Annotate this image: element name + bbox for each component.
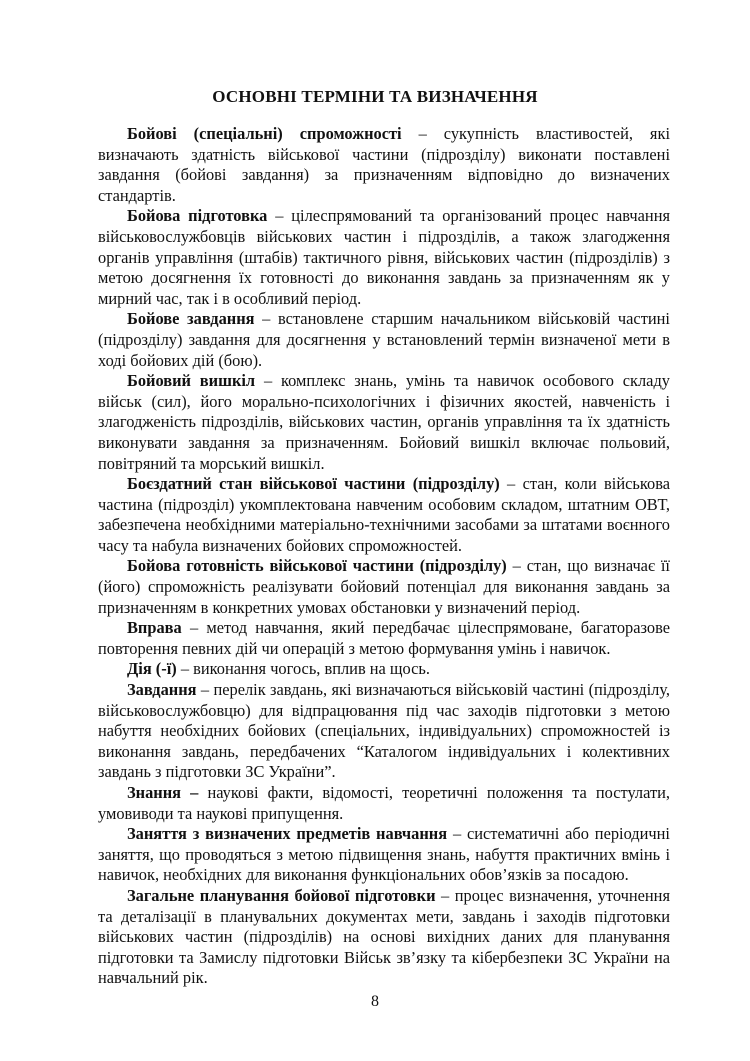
glossary-entry (98, 659, 670, 680)
glossary-entry (98, 680, 670, 783)
glossary-entry (98, 886, 670, 989)
glossary-term: Бойові (спеціальні) спроможності (127, 124, 402, 143)
page-number: 8 (371, 993, 379, 1010)
glossary-definition: – стан, що визначає її (його) спроможність реалізувати бойовий потенціал для виконання завдань за призначенням в конкретних умовах обстановки у визначений період. (98, 556, 670, 617)
glossary-term: Бойове завдання (127, 309, 255, 329)
glossary-term: Знання – (127, 783, 199, 802)
glossary-term: Вправа (127, 618, 182, 638)
glossary-term: Завдання (127, 680, 197, 700)
glossary-term: Бойова готовність військової частини (підрозділу) (127, 556, 507, 576)
glossary-definition: – перелік завдань, які визначаються військовій частині (підрозділу, військовослужбовцю) для відпрацювання під час заходів підготовки з метою набуття необхідних бойових (спеціальних, індивідуальних) спроможностей із виконання завдань, передбачених “Каталогом індивідуальних і колективних завдань з підготовки ЗС України”. (98, 680, 670, 782)
glossary-entry (98, 783, 670, 824)
glossary-definition: – процес визначення, уточнення та деталізації в планувальних документах мети, завдань і заходів підготовки військових частин (підрозділів) на основі вихідних даних для планування підготовки та Замислу підготовки Військ зв’язку та кібербезпеки ЗС України на навчальний рік. (98, 885, 670, 988)
glossary-entry (98, 124, 670, 206)
glossary-entry (98, 206, 670, 309)
glossary-definition: – виконання чогось, вплив на щось. (176, 659, 431, 679)
glossary-entry (98, 824, 670, 886)
glossary-definition: – метод навчання, який передбачає цілеспрямоване, багаторазове повторення певних дій чи операцій з метою формування умінь і навичок. (98, 618, 670, 658)
glossary-entry (98, 474, 670, 556)
glossary-term: Загальне планування бойової підготовки (127, 885, 436, 905)
page-title: ОСНОВНІ ТЕРМІНИ ТА ВИЗНАЧЕННЯ (212, 87, 538, 106)
glossary-definition: – систематичні або періодичні заняття, що проводяться з метою підвищення знань, набуття практичних вмінь і навичок, необхідних для виконання функціональних обов’язків за посадою. (98, 824, 670, 885)
glossary-entry (98, 371, 670, 474)
glossary-term: Бойовий вишкіл (127, 371, 256, 391)
glossary-term: Дія (-ї) (127, 659, 177, 679)
glossary-body (98, 124, 670, 989)
glossary-definition: – встановлене старшим начальником військовій частині (підрозділу) завдання для досягнення у встановлений термін визначеної мети в ході бойових дій (бою). (98, 309, 670, 370)
glossary-definition: – сукупність властивостей, які визначають здатність військової частини (підрозділу) виконати поставлені завдання (бойові завдання) за призначенням відповідно до визначених стандартів. (98, 124, 670, 205)
glossary-definition: – стан, коли військова частина (підрозділ) укомплектована навченим особовим складом, штатним ОВТ, забезпечена необхідними матеріально-технічними засобами за штатами воєнного часу та набула визначених бойових спроможностей. (98, 474, 670, 555)
glossary-term: Бойова підготовка (127, 206, 268, 226)
glossary-entry (98, 556, 670, 618)
glossary-term: Заняття з визначених предметів навчання (127, 824, 448, 844)
glossary-entry (98, 618, 670, 659)
glossary-definition: – цілеспрямований та організований процес навчання військовослужбовців військових частин і підрозділів, а також злагодження органів управління (штабів) тактичного рівня, військових частин (підрозділів) з метою досягнення їх готовності до виконання завдань за призначенням як у мирний час, так і в особливий період. (98, 206, 671, 308)
glossary-term: Боєздатний стан військової частини (підрозділу) (127, 474, 500, 494)
glossary-entry (98, 309, 670, 371)
glossary-definition: наукові факти, відомості, теоретичні положення та постулати, умовиводи та наукові припущення. (98, 783, 670, 823)
glossary-definition: – комплекс знань, умінь та навичок особового складу військ (сил), його морально-психологічних і фізичних якостей, навченість і злагодженість підрозділів, військових частин, органів управління та їх здатність виконувати завдання за призначенням. Бойовий вишкіл включає польовий, повітряний та морський вишкіл. (98, 371, 670, 473)
